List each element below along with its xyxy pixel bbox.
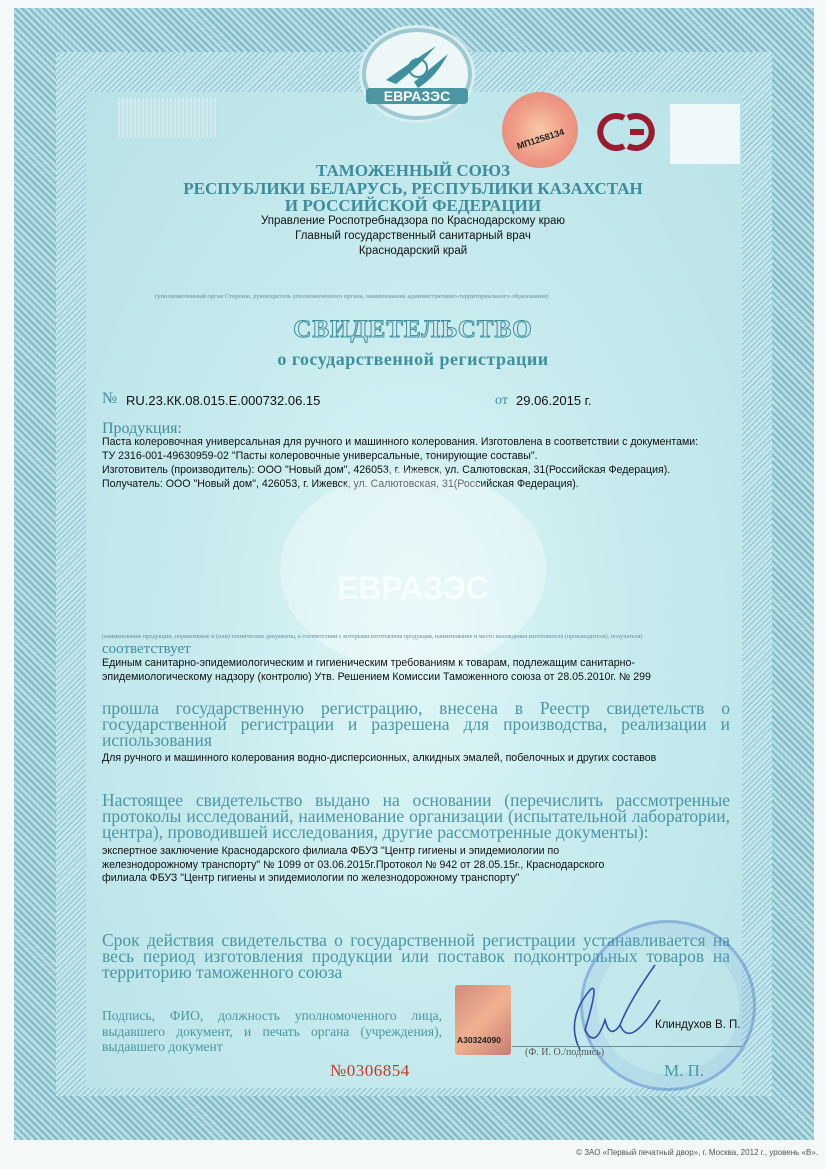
eurasec-logo xyxy=(362,28,472,120)
signature-caption: (Ф. И. О./подпись) xyxy=(525,1047,605,1058)
watermark-text: ЕВРАЗЭС xyxy=(336,570,489,606)
hologram-sticker xyxy=(502,92,578,168)
date-prefix: от xyxy=(495,393,508,408)
recipient: Получатель: ООО "Новый дом", 426053, г. Ижевск, ул. Салютовская, 31(Российская Федерация). xyxy=(102,478,579,490)
header-line-2: РЕСПУБЛИКИ БЕЛАРУСЬ, РЕСПУБЛИКИ КАЗАХСТАН xyxy=(183,178,643,198)
authority-caption: (уполномоченный орган Стороны, руководитель уполномоченного органа, наименование административно-территориального образования) xyxy=(155,293,549,300)
authority-line-3: Краснодарский край xyxy=(358,245,468,257)
product-label: Продукция: xyxy=(102,420,182,437)
printer-footer: © ЗАО «Первый печатный двор», г. Москва, 2012 г., уровень «В». xyxy=(576,1148,818,1157)
manufacturer: Изготовитель (производитель): ООО "Новый дом", 426053, г. Ижевск, ул. Салютовская, 31(Российская Федерация). xyxy=(102,464,671,476)
header-line-1: ТАМОЖЕННЫЙ СОЮЗ xyxy=(316,161,510,180)
authority-line-2: Главный государственный санитарный врач xyxy=(295,230,531,242)
authority-line-1: Управление Роспотребнадзора по Краснодарскому краю xyxy=(260,215,566,227)
hologram-square xyxy=(455,985,511,1055)
form-number: №0306854 xyxy=(330,1061,410,1080)
signatory-name: Клиндухов В. П. xyxy=(655,1019,741,1031)
basis-text: экспертное заключение Краснодарского филиала ФБУЗ "Центр гигиены и эпидемиологии по железнодорожному транспорту" № 1099 от 03.06.2015г.Протокол № 942 от 28.05.15г., Краснодарского филиала ФБУЗ "Центр гигиены и эпидемиологии по железнодорожному транспорту" xyxy=(102,845,605,885)
blank-panel xyxy=(670,104,740,164)
hologram-serial: МП1258134 xyxy=(515,126,566,152)
registration-date: 29.06.2015 г. xyxy=(516,393,592,408)
product-caption: (наименование продукции, нормативные и (или) технические документы, в соответствии с которыми изготовлена продукция, наименование и место нахождения изготовителя (производителя), получателя) xyxy=(102,633,643,640)
registration-number: RU.23.КК.08.015.Е.000732.06.15 xyxy=(126,393,321,408)
basis-label: Настоящее свидетельство выдано на основании (перечислить рассмотренные протоколы исследований, наименование организации (испытательной лаборатории, центра), проводившей исследования, другие рассмотренные документы): xyxy=(102,790,730,842)
registration-text: Для ручного и машинного колерования водно-дисперсионных, алкидных эмалей, побелочных и других составов xyxy=(102,752,657,764)
registration-label: прошла государственную регистрацию, внесена в Реестр свидетельств о государственной регистрации и разрешена для производства, реализации и использования xyxy=(102,698,730,750)
stamp-label: М. П. xyxy=(664,1061,705,1080)
product-description: Паста колеровочная универсальная для ручного и машинного колерования. Изготовлена в соответствии с документами: ТУ 2316-001-49630959-02 "Пасты колеровочные универсальные, тонирующие составы". xyxy=(102,436,699,462)
header-line-3: И РОССИЙСКОЙ ФЕДЕРАЦИИ xyxy=(284,196,542,215)
security-pattern xyxy=(118,98,218,138)
se-mark-icon xyxy=(590,110,662,159)
document-title: СВИДЕТЕЛЬСТВО xyxy=(293,316,533,343)
hologram-square-serial: А30324090 xyxy=(457,1035,501,1045)
signature-label: Подпись, ФИО, должность уполномоченного лица, выдавшего документ, и печать органа (учреждения), выдавшего документ xyxy=(102,1008,442,1054)
logo-text: ЕВРАЗЭС xyxy=(366,88,468,104)
validity-text: Срок действия свидетельства о государственной регистрации устанавливается на весь период изготовления продукции или поставок подконтрольных товаров на территорию таможенного союза xyxy=(102,930,730,982)
number-prefix: № xyxy=(102,390,118,407)
conformity-label: соответствует xyxy=(102,641,191,657)
document-subtitle: о государственной регистрации xyxy=(277,349,549,369)
conformity-text: Единым санитарно-эпидемиологическим и гигиеническим требованиям к товарам, подлежащим санитарно-эпидемиологическому надзору (контролю) Утв. Решением Комиссии Таможенного союза от 28.05.2010г. № 299 xyxy=(102,657,651,683)
